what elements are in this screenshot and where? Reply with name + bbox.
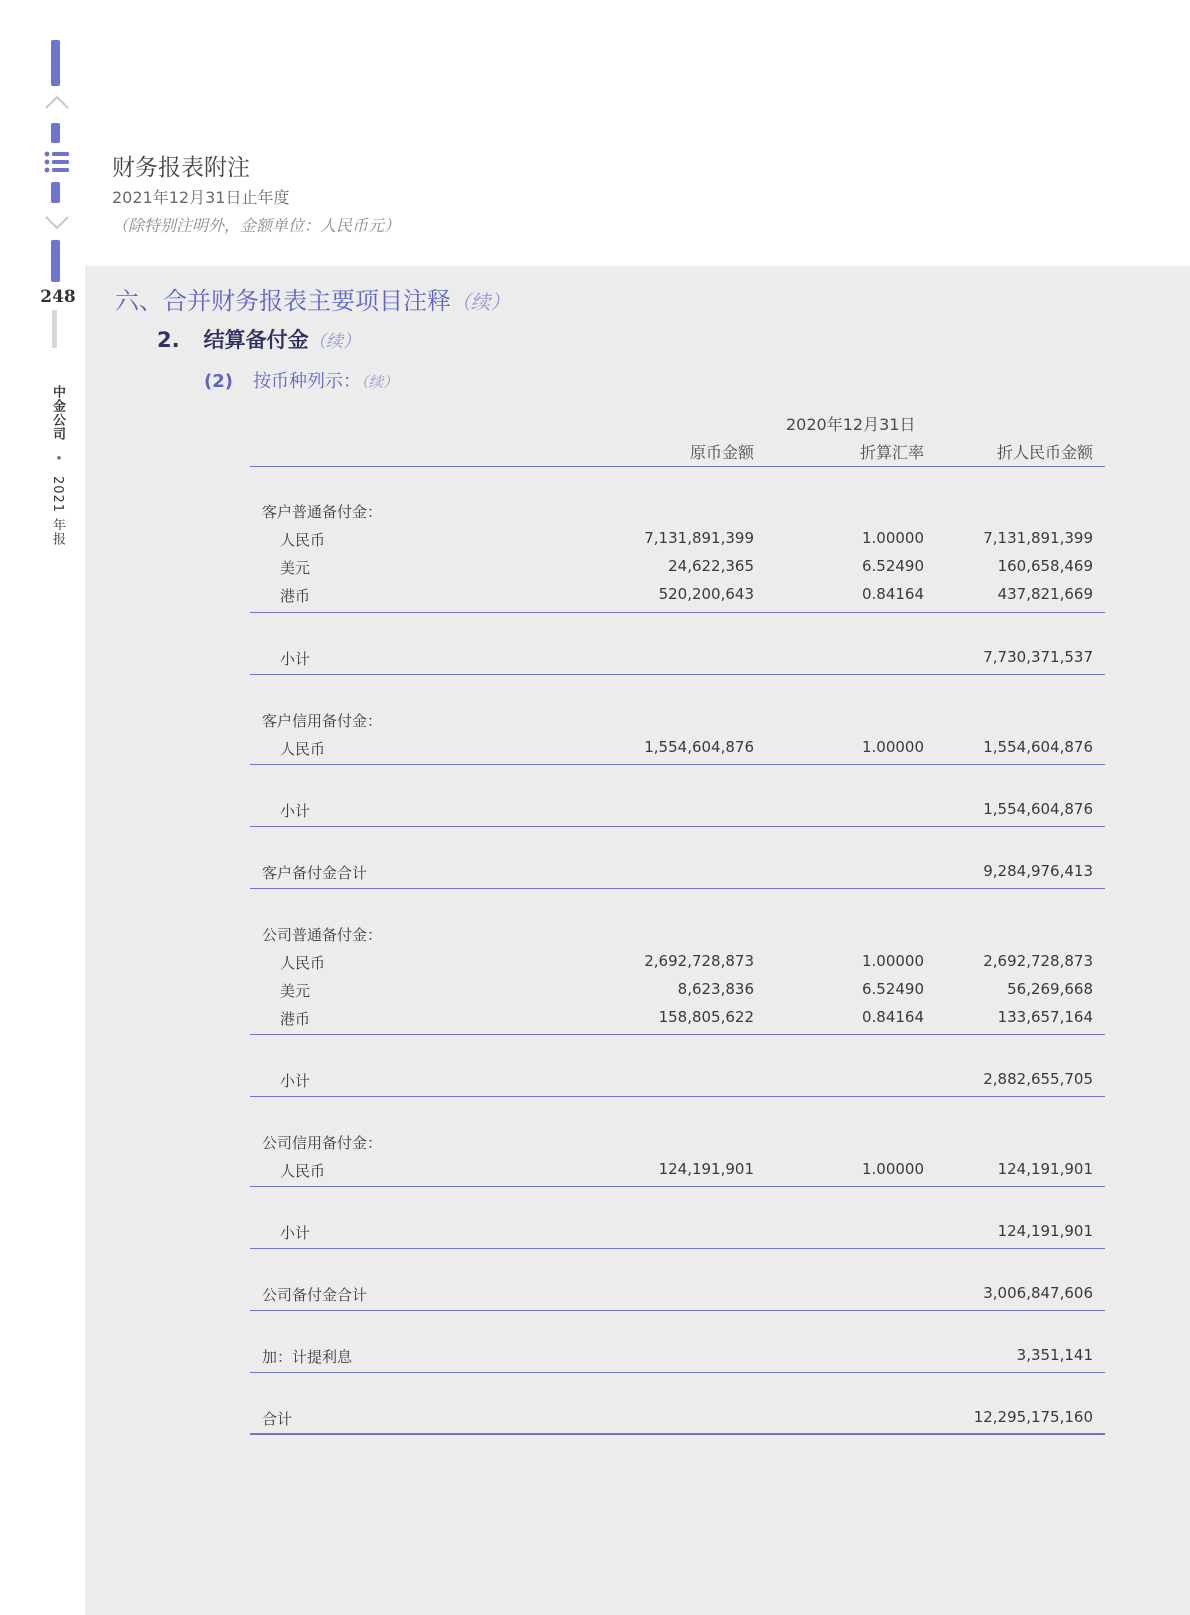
original-cell: 7,131,891,399: [644, 529, 754, 547]
rmb-cell: 1,554,604,876: [983, 738, 1093, 756]
nav-bar-top: [51, 40, 60, 86]
currency-cell: 人民币: [280, 740, 326, 758]
subtotal-label: 小计: [280, 1224, 311, 1242]
currency-cell: 人民币: [280, 531, 326, 549]
rmb-cell: 7,131,891,399: [983, 529, 1093, 547]
section-title-text: 六、合并财务报表主要项目注释: [115, 287, 451, 315]
rate-cell: 1.00000: [861, 738, 924, 756]
col-header-rmb: 折人民币金额: [996, 443, 1093, 462]
original-cell: 158,805,622: [658, 1008, 754, 1026]
continued-tag: （续）: [308, 332, 361, 352]
subsubsection-title-text: 按币种列示：: [252, 371, 361, 392]
group-label: 客户普通备付金：: [262, 503, 383, 521]
nav-bar-segment: [51, 182, 60, 203]
subsubsection-number: (2): [204, 371, 233, 392]
col-header-rate: 折算汇率: [859, 443, 924, 462]
original-cell: 1,554,604,876: [644, 738, 754, 756]
date-header: 2020年12月31日: [786, 415, 916, 434]
continued-tag: （续）: [451, 291, 511, 314]
nav-bar-segment: [51, 240, 60, 282]
rate-cell: 0.84164: [861, 585, 924, 603]
subsection-title-text: 结算备付金: [203, 328, 309, 352]
nav-bar-segment: [51, 123, 60, 143]
rmb-cell: 133,657,164: [997, 1008, 1093, 1026]
separator-dot: •: [50, 454, 65, 463]
rmb-cell: 2,692,728,873: [983, 952, 1093, 970]
row-rule: [250, 612, 1105, 613]
total-label: 公司备付金合计: [262, 1286, 368, 1304]
rate-cell: 1.00000: [861, 1160, 924, 1178]
rate-cell: 1.00000: [861, 952, 924, 970]
subsection-number: 2.: [157, 328, 180, 352]
subtotal-value: 124,191,901: [997, 1222, 1093, 1240]
row-rule: [250, 674, 1105, 675]
subsection-title: [157, 324, 360, 354]
rate-cell: 1.00000: [861, 529, 924, 547]
row-rule: [250, 1186, 1105, 1187]
subsubsection-title: [204, 367, 398, 393]
row-rule: [250, 1310, 1105, 1311]
original-cell: 124,191,901: [658, 1160, 754, 1178]
original-cell: 2,692,728,873: [644, 952, 754, 970]
row-rule: [250, 1096, 1105, 1097]
row-rule: [250, 764, 1105, 765]
original-cell: 520,200,643: [658, 585, 754, 603]
subtotal-value: 2,882,655,705: [983, 1070, 1093, 1088]
rmb-cell: 124,191,901: [997, 1160, 1093, 1178]
subtotal-label: 小计: [280, 1072, 311, 1090]
total-value: 9,284,976,413: [983, 862, 1093, 880]
grand-total-rule: [250, 1433, 1105, 1435]
rmb-cell: 437,821,669: [997, 585, 1093, 603]
currency-cell: 人民币: [280, 954, 326, 972]
row-rule: [250, 1372, 1105, 1373]
group-label: 公司信用备付金：: [262, 1134, 383, 1152]
subtotal-value: 1,554,604,876: [983, 800, 1093, 818]
rate-cell: 6.52490: [861, 980, 924, 998]
currency-cell: 港币: [280, 587, 311, 605]
row-rule: [250, 826, 1105, 827]
currency-cell: 美元: [280, 559, 311, 577]
unit-note: （除特别注明外，金额单位：人民币元）: [112, 216, 401, 235]
menu-list-icon[interactable]: [44, 150, 70, 174]
rate-cell: 6.52490: [861, 557, 924, 575]
total-label: 客户备付金合计: [262, 864, 368, 882]
header-rule: [250, 466, 1105, 467]
currency-cell: 人民币: [280, 1162, 326, 1180]
total-value: 3,006,847,606: [983, 1284, 1093, 1302]
currency-cell: 港币: [280, 1010, 311, 1028]
rmb-cell: 56,269,668: [1007, 980, 1093, 998]
rmb-cell: 160,658,469: [997, 557, 1093, 575]
interest-label: 加：计提利息: [262, 1348, 353, 1366]
section-title: [115, 281, 510, 316]
group-label: 公司普通备付金：: [262, 926, 383, 944]
continued-tag: （续）: [360, 374, 398, 391]
original-cell: 24,622,365: [668, 557, 754, 575]
subtotal-value: 7,730,371,537: [983, 648, 1093, 666]
subtotal-label: 小计: [280, 802, 311, 820]
page-title: 财务报表附注: [112, 155, 250, 181]
interest-value: 3,351,141: [1016, 1346, 1093, 1364]
row-rule: [250, 1034, 1105, 1035]
report-period: 2021年12月31日止年度: [112, 188, 290, 207]
row-rule: [250, 1248, 1105, 1249]
col-header-original: 原币金额: [689, 443, 754, 462]
currency-cell: 美元: [280, 982, 311, 1000]
brand-name: 中金公司: [50, 385, 65, 441]
side-brand-label: [48, 385, 67, 546]
page-number: 248: [40, 287, 76, 307]
grand-total-label: 合计: [262, 1410, 293, 1428]
row-rule: [250, 888, 1105, 889]
grand-total-value: 12,295,175,160: [973, 1408, 1093, 1426]
original-cell: 8,623,836: [677, 980, 754, 998]
nav-bar-divider: [52, 310, 57, 348]
report-year: 2021 年报: [50, 475, 65, 547]
chevron-up-icon[interactable]: [44, 94, 70, 110]
subtotal-label: 小计: [280, 650, 311, 668]
chevron-down-icon[interactable]: [44, 215, 70, 231]
group-label: 客户信用备付金：: [262, 712, 383, 730]
rate-cell: 0.84164: [861, 1008, 924, 1026]
